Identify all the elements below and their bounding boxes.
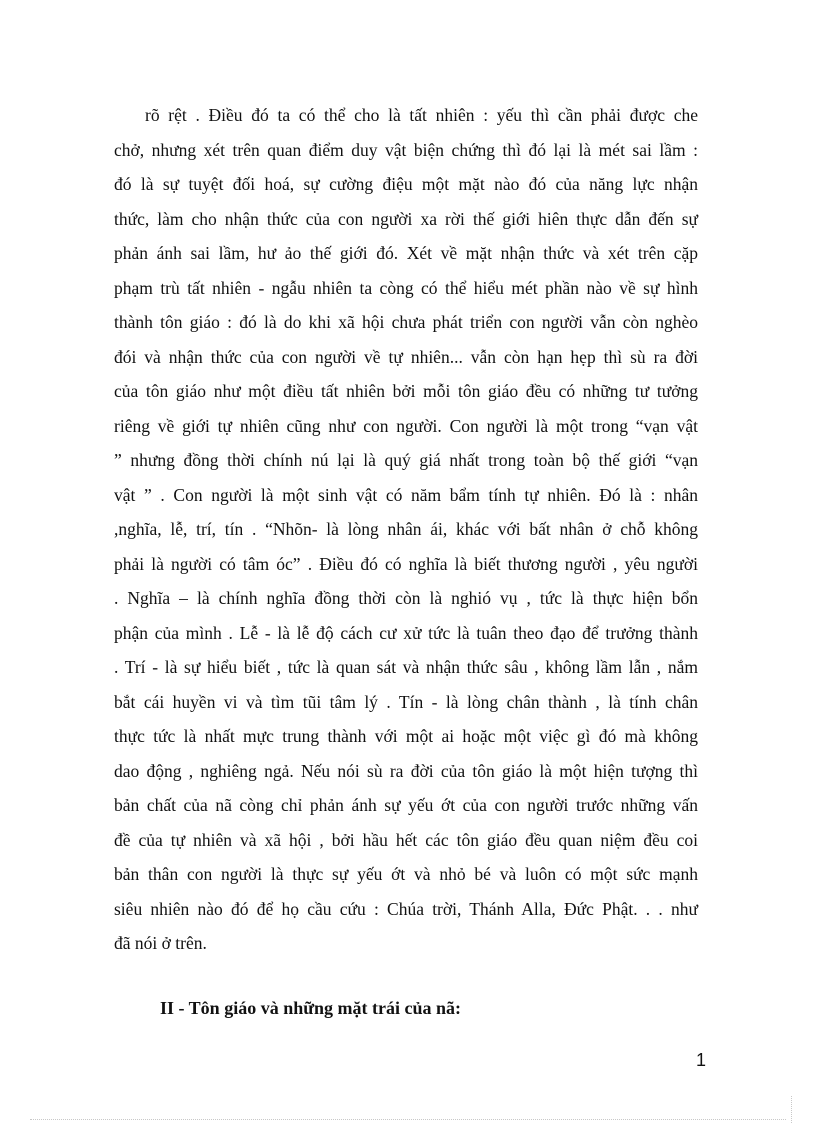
paragraph-line: dao động , nghiêng ngả. Nếu nói sù ra đời của tôn giáo là một hiện tượng thì — [114, 760, 698, 781]
page-right-border — [791, 1096, 792, 1123]
body-paragraph — [114, 98, 698, 961]
section-heading: II - Tôn giáo và những mặt trái của nã: — [160, 998, 462, 1018]
paragraph-line: riêng về giới tự nhiên cũng như con người. Con người là một trong “vạn vật — [114, 415, 698, 436]
paragraph-line: đói và nhận thức của con người về tự nhiên... vẫn còn hạn hẹp thì sù ra đời — [114, 346, 698, 367]
paragraph-line: phản ánh sai lầm, hư ảo thế giới đó. Xét về mặt nhận thức và xét trên cặp — [114, 243, 698, 263]
paragraph-line: . Nghĩa – là chính nghĩa đồng thời còn là nghió vụ , tức là thực hiện bổn — [114, 588, 698, 608]
paragraph-line: bắt cái huyền vi và tìm tũi tâm lý . Tín - là lòng chân thành , là tính chân — [114, 691, 698, 712]
paragraph-line: bản chất của nã còng chỉ phản ánh sự yếu ớt của con người trước những vấn — [114, 795, 698, 815]
paragraph-line: chở, nhưng xét trên quan điểm duy vật biện chứng thì đó lại là mét sai lầm : — [114, 139, 698, 160]
paragraph-line: ” nhưng đồng thời chính nú lại là quý giá nhất trong toàn bộ thế giới “vạn — [114, 450, 698, 470]
paragraph-line: thành tôn giáo : đó là do khi xã hội chưa phát triển con người vẫn còn nghèo — [114, 312, 698, 332]
paragraph-line: . Trí - là sự hiểu biết , tức là quan sát và nhận thức sâu , không lầm lẫn , nắm — [114, 657, 698, 677]
paragraph-line: bản thân con người là thực sự yếu ớt và nhỏ bé và luôn có một sức mạnh — [114, 864, 698, 884]
paragraph-line: đó là sự tuyệt đối hoá, sự cường điệu một mặt nào đó của năng lực nhận — [114, 174, 698, 194]
paragraph-line: thực tức là nhất mực trung thành với một ai hoặc một việc gì đó mà không — [114, 726, 698, 746]
paragraph-line: phận của mình . Lễ - là lễ độ cách cư xử tức là tuân theo đạo để trưởng thành — [114, 622, 698, 643]
page-bottom-border — [30, 1119, 786, 1120]
paragraph-line: đề của tự nhiên và xã hội , bởi hầu hết các tôn giáo đều quan niệm đều coi — [114, 829, 698, 850]
page-number: 1 — [695, 1050, 706, 1070]
paragraph-line: siêu nhiên nào đó để họ cầu cứu : Chúa trời, Thánh Alla, Đức Phật. . . như — [114, 898, 698, 919]
paragraph-line: thức, làm cho nhận thức của con người xa rời thế giới hiên thực dẫn đến sự — [114, 208, 698, 229]
paragraph-line: đã nói ở trên. — [114, 933, 207, 953]
paragraph-line: ,nghĩa, lễ, trí, tín . “Nhõn- là lòng nhân ái, khác với bất nhân ở chỗ không — [114, 519, 698, 539]
paragraph-line: của tôn giáo như một điều tất nhiên bởi mỗi tôn giáo đều có những tư tưởng — [114, 381, 698, 401]
paragraph-line: vật ” . Con người là một sinh vật có năm bẩm tính tự nhiên. Đó là : nhân — [114, 484, 698, 505]
paragraph-line: phạm trù tất nhiên - ngẫu nhiên ta còng có thể hiểu mét phần nào về sự hình — [114, 277, 698, 298]
paragraph-line: rõ rệt . Điều đó ta có thể cho là tất nhiên : yếu thì cần phải được che — [145, 105, 698, 125]
paragraph-line: phải là người có tâm óc” . Điều đó có nghĩa là biết thương người , yêu người — [114, 553, 698, 574]
